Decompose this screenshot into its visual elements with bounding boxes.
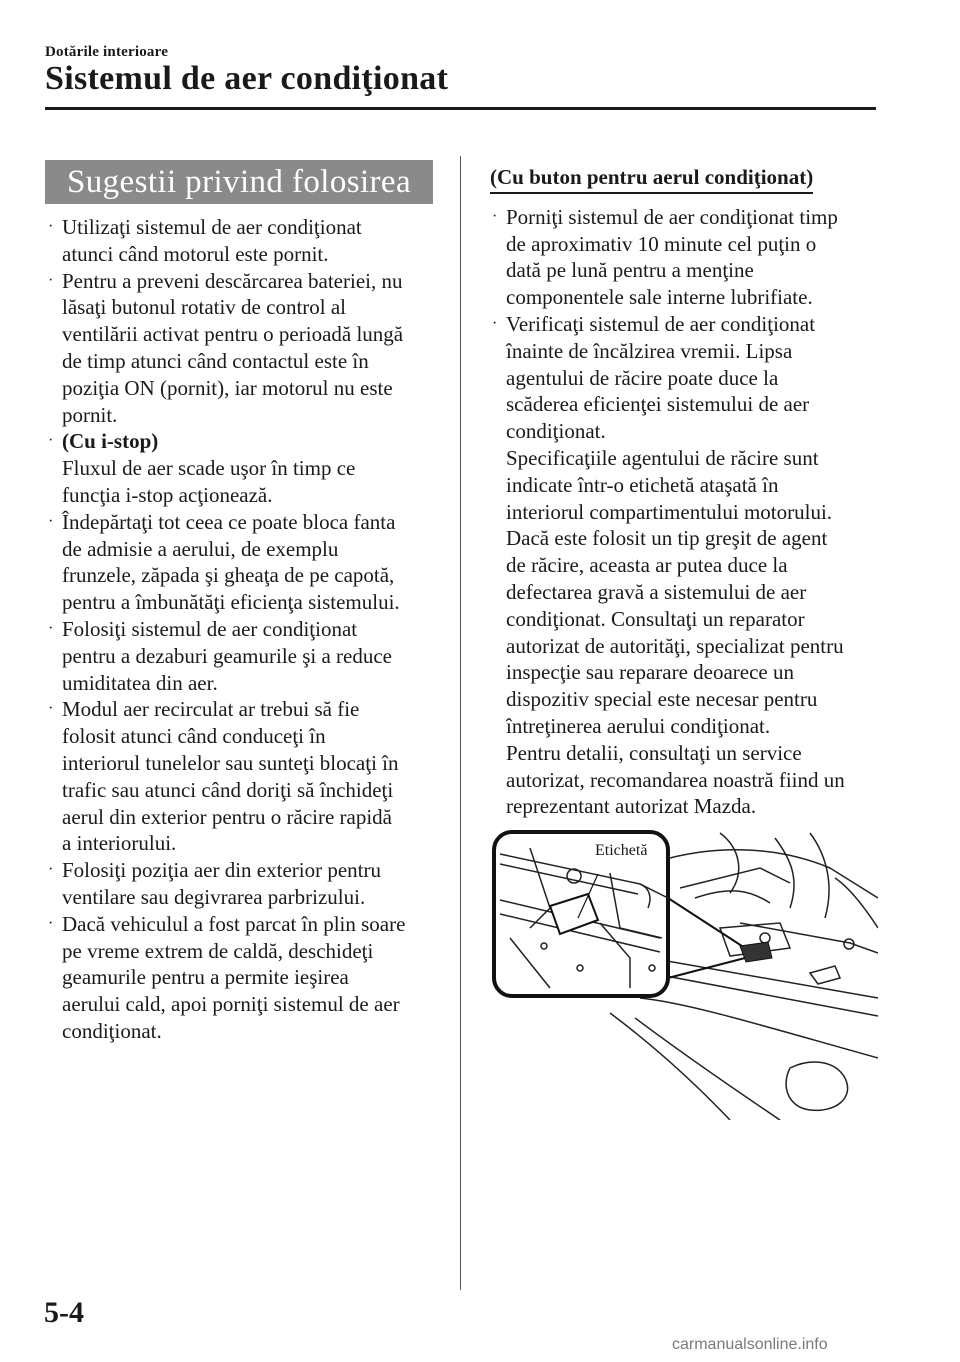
list-item bbox=[490, 204, 880, 311]
bullet-text-line: aerul din exterior pentru o răcire rapidă bbox=[62, 804, 393, 829]
left-column bbox=[46, 214, 438, 1045]
bullet-text-line: dispozitiv special este necesar pentru bbox=[506, 687, 818, 712]
bullet-text-line: geamurile pentru a permite ieşirea bbox=[62, 965, 349, 990]
list-item bbox=[46, 509, 438, 616]
bullet-text-line: Verificaţi sistemul de aer condiţionat bbox=[506, 311, 816, 336]
page-title: Sistemul de aer condiţionat bbox=[45, 60, 449, 97]
list-item bbox=[490, 311, 880, 820]
bullet-text-line: de aproximativ 10 minute cel puţin o bbox=[506, 231, 817, 256]
bullet-text-line: condiţionat. bbox=[506, 419, 606, 444]
list-item bbox=[46, 696, 438, 857]
bullet-bold-heading: (Cu i-stop) bbox=[62, 429, 159, 454]
bullet-icon: · bbox=[492, 314, 498, 332]
bullet-text-line: atunci când motorul este pornit. bbox=[62, 241, 329, 266]
list-item bbox=[46, 428, 438, 508]
bullet-text-line: pe vreme extrem de caldă, deschideţi bbox=[62, 938, 374, 963]
bullet-text-line: poziţia ON (pornit), iar motorul nu este bbox=[62, 375, 393, 400]
bullet-icon: · bbox=[48, 432, 54, 450]
bullet-text-line: Dacă vehiculul a fost parcat în plin soare bbox=[62, 911, 406, 936]
bullet-text-line: umiditatea din aer. bbox=[62, 670, 218, 695]
bullet-text-line: pentru a dezaburi geamurile şi a reduce bbox=[62, 643, 393, 668]
list-item bbox=[46, 268, 438, 429]
bullet-text-line: Utilizaţi sistemul de aer condiţionat bbox=[62, 215, 362, 239]
page-number: 5-4 bbox=[44, 1296, 84, 1329]
watermark: carmanualsonline.info bbox=[672, 1336, 828, 1353]
bullet-text-line: trafic sau atunci când doriţi să închideţi bbox=[62, 777, 394, 802]
bullet-text-line: autorizat de autorităţi, specializat pentru bbox=[506, 633, 844, 658]
bullet-icon: · bbox=[48, 512, 54, 530]
bullet-icon: · bbox=[48, 914, 54, 932]
bullet-text-line: Modul aer recirculat ar trebui să fie bbox=[62, 697, 360, 722]
bullet-text-line: frunzele, zăpada şi gheaţa de pe capotă, bbox=[62, 563, 395, 588]
bullet-text-line: ventilării activat pentru o perioadă lungă bbox=[62, 322, 404, 347]
bullet-text-line: reprezentant autorizat Mazda. bbox=[506, 794, 757, 819]
bullet-text-line: de răcire, aceasta ar putea duce la bbox=[506, 553, 788, 578]
bullet-icon: · bbox=[48, 218, 54, 235]
bullet-text-line: scăderea eficienţei sistemului de aer bbox=[506, 392, 810, 417]
list-item bbox=[46, 214, 438, 268]
bullet-text-line: inspecţie sau reparare deoarece un bbox=[506, 660, 794, 685]
list-item bbox=[46, 857, 438, 911]
section-banner: Sugestii privind folosirea bbox=[45, 160, 433, 204]
header-section-label: Dotările interioare bbox=[45, 44, 169, 60]
figure-label: Etichetă bbox=[595, 842, 648, 859]
bullet-text-line: de timp atunci când contactul este în bbox=[62, 348, 369, 373]
header-rule bbox=[45, 107, 876, 110]
bullet-text-line: funcţia i-stop acţionează. bbox=[62, 482, 273, 507]
bullet-text-line: Porniţi sistemul de aer condiţionat timp bbox=[506, 204, 838, 229]
bullet-text-line: Dacă este folosit un tip greşit de agent bbox=[506, 526, 828, 551]
bullet-text-line: interiorul compartimentului motorului. bbox=[506, 499, 833, 524]
bullet-text-line: agentului de răcire poate duce la bbox=[506, 365, 779, 390]
bullet-icon: · bbox=[48, 861, 54, 879]
bullet-text-line: dată pe lună pentru a menţine bbox=[506, 258, 754, 283]
bullet-text-line: Pentru detalii, consultaţi un service bbox=[506, 740, 802, 765]
bullet-text-line: pentru a îmbunătăţi eficienţa sistemului. bbox=[62, 590, 400, 615]
list-item bbox=[46, 616, 438, 696]
bullet-text-line: lăsaţi butonul rotativ de control al bbox=[62, 295, 347, 320]
right-subheading: (Cu buton pentru aerul condiţionat) bbox=[490, 164, 813, 194]
bullet-text-line: pornit. bbox=[62, 402, 118, 427]
bullet-text-line: aerului cald, apoi porniţi sistemul de aer bbox=[62, 992, 400, 1017]
bullet-icon: · bbox=[48, 700, 54, 718]
bullet-text-line: înainte de încălzirea vremii. Lipsa bbox=[506, 338, 793, 363]
bullet-text-line: componentele sale interne lubrifiate. bbox=[506, 285, 813, 310]
bullet-text-line: întreţinerea aerului condiţionat. bbox=[506, 713, 771, 738]
bullet-text-line: indicate într-o etichetă ataşată în bbox=[506, 472, 779, 497]
bullet-text-line: condiţionat. Consultaţi un reparator bbox=[506, 606, 805, 631]
bullet-icon: · bbox=[48, 271, 54, 289]
engine-compartment-illustration bbox=[490, 828, 878, 1120]
bullet-icon: · bbox=[48, 619, 54, 637]
bullet-text-line: condiţionat. bbox=[62, 1018, 162, 1043]
bullet-icon: · bbox=[492, 207, 498, 225]
bullet-text-line: de admisie a aerului, de exemplu bbox=[62, 536, 339, 561]
bullet-text-line: Specificaţiile agentului de răcire sunt bbox=[506, 445, 819, 470]
bullet-text-line: interiorul tunelelor sau sunteţi blocaţi în bbox=[62, 750, 399, 775]
bullet-text-line: Pentru a preveni descărcarea bateriei, nu bbox=[62, 268, 403, 293]
list-item bbox=[46, 911, 438, 1045]
right-column bbox=[490, 164, 880, 820]
bullet-text-line: a interiorului. bbox=[62, 831, 177, 856]
bullet-text-line: defectarea gravă a sistemului de aer bbox=[506, 579, 807, 604]
bullet-text-line: folosit atunci când conduceţi în bbox=[62, 724, 326, 749]
bullet-text-line: autorizat, recomandarea noastră fiind un bbox=[506, 767, 845, 792]
column-divider bbox=[460, 156, 461, 1290]
bullet-text-line: Folosiţi sistemul de aer condiţionat bbox=[62, 616, 358, 641]
bullet-text-line: Fluxul de aer scade uşor în timp ce bbox=[62, 456, 356, 481]
bullet-text-line: Îndepărtaţi tot ceea ce poate bloca fanta bbox=[62, 509, 396, 534]
bullet-text-line: ventilare sau degivrarea parbrizului. bbox=[62, 884, 366, 909]
bullet-text-line: Folosiţi poziţia aer din exterior pentru bbox=[62, 858, 381, 883]
